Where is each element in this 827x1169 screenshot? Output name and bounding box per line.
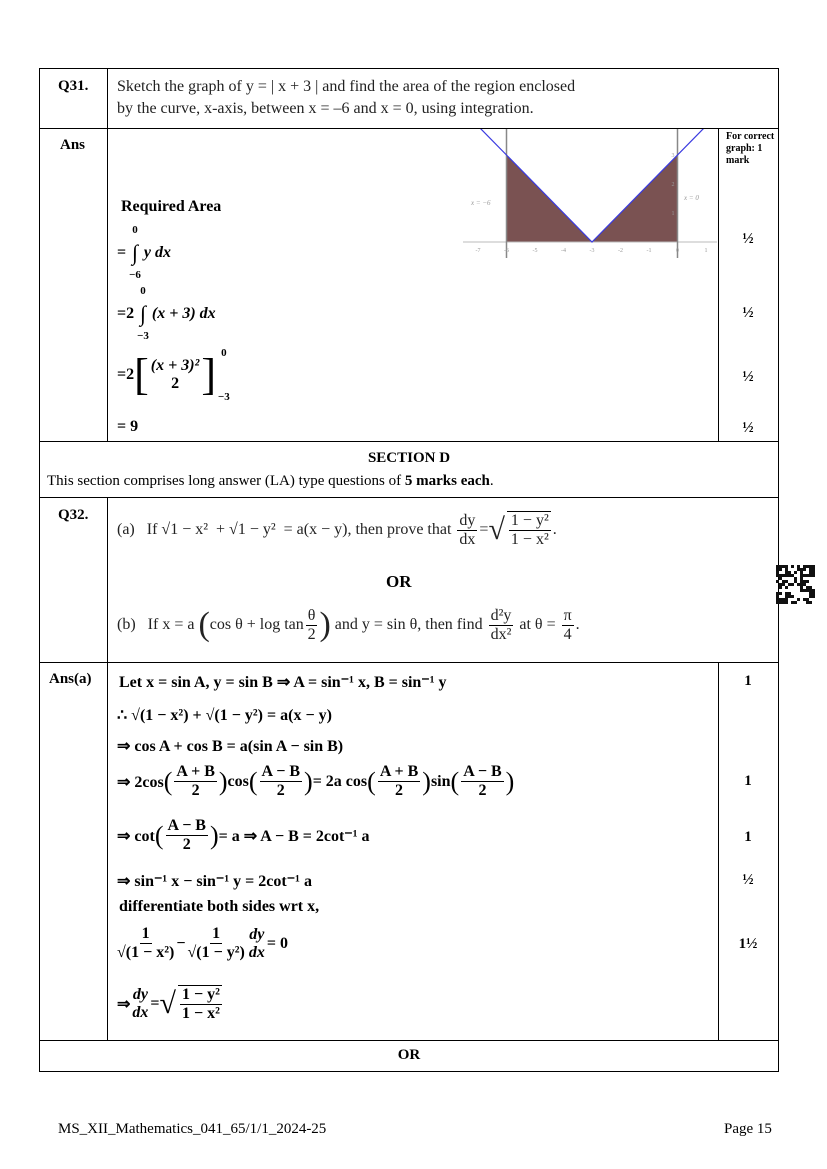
qr-module	[809, 574, 812, 577]
qr-module	[809, 586, 812, 589]
answer-line: ⇒ cot ( $\frac{A - B}{2}$ ) = a ⇒ A − B = 2cot⁻¹ a	[117, 817, 370, 853]
fraction	[489, 607, 514, 644]
x-tick-label: -2	[618, 248, 623, 254]
qr-module	[776, 601, 779, 604]
qr-module	[779, 574, 782, 577]
question-part-a: (a) If √1 − x² + √1 − y² = a(x − y), then prove that $\frac{dy}{dx}$ = √ $\frac{\text{1 − y²}}{\text{1 − x²}}$ .	[117, 511, 557, 548]
qr-code	[776, 565, 816, 605]
qr-module	[782, 601, 785, 604]
step-4: = 9	[117, 418, 139, 435]
marks: ½	[742, 305, 754, 321]
fraction	[306, 607, 318, 644]
col-divider	[107, 68, 108, 441]
qr-module	[812, 595, 815, 598]
qr-module	[803, 583, 806, 586]
step-1	[117, 224, 171, 282]
qr-module	[800, 571, 803, 574]
x-tick-label: -3	[589, 248, 595, 254]
text: cos θ + log tan	[209, 616, 304, 633]
row-divider	[39, 441, 779, 442]
qr-module	[800, 583, 803, 586]
desc: This section comprises long answer (LA) type questions of	[47, 473, 405, 489]
lower: −3	[137, 330, 149, 342]
text: =	[150, 995, 160, 1012]
text: and y = sin θ, then find	[330, 616, 487, 633]
x-tick-label: 1	[704, 248, 708, 254]
qr-module	[785, 592, 788, 595]
fraction	[562, 607, 574, 644]
answer-line: ⇒ 2cos ( $\frac{A + B}{2}$ ) cos ( $\frac{A - B}{2}$ ) = 2a cos ( $\frac{A + B}{2}$ ) sin ( $\frac{A - B}{2}$ )	[117, 763, 515, 799]
text: .	[552, 521, 557, 538]
qr-module	[788, 571, 791, 574]
qr-module	[791, 565, 794, 568]
text: ⇒ 2cos	[117, 773, 164, 791]
answer-line: ⇒ dy dx = √ $\frac{\text{1 − y²}}{\text{1 − x²}}$	[117, 986, 220, 1022]
denominator: 2	[276, 782, 285, 799]
text: cos	[227, 772, 249, 790]
qr-module	[794, 571, 797, 574]
marks: 1	[744, 829, 752, 845]
text: =	[479, 521, 489, 538]
label-x-0: x = 0	[684, 194, 699, 202]
answer-label: Ans	[60, 137, 86, 153]
x-tick-label: -6	[504, 248, 509, 254]
x-tick-label: -4	[561, 248, 566, 254]
qr-module	[812, 568, 815, 571]
integral	[129, 224, 141, 282]
qr-module	[809, 571, 812, 574]
question-text	[117, 76, 717, 120]
marks: ½	[742, 420, 754, 436]
integrand: y dx	[143, 244, 172, 261]
answer-line: ∴ √(1 − x²) + √(1 − y²) = a(x − y)	[117, 707, 332, 724]
denominator: 4	[563, 625, 572, 643]
upper: 0	[221, 347, 227, 359]
qr-module	[803, 574, 806, 577]
integral	[137, 285, 149, 343]
text: −	[176, 934, 186, 952]
shaded-area	[507, 155, 678, 242]
col-divider	[718, 128, 719, 441]
qr-module	[776, 574, 779, 577]
numerator: A − B	[261, 763, 301, 780]
upper: 0	[132, 224, 138, 236]
fraction	[260, 763, 302, 800]
question-line: by the curve, x-axis, between x = –6 and x = 0, using integration.	[117, 100, 534, 117]
answer-line	[115, 925, 288, 962]
fraction	[457, 512, 477, 549]
qr-module	[797, 583, 800, 586]
step-3: =2 [ (x + 3)² 2 ] 0 −3	[117, 347, 230, 403]
qr-module	[794, 601, 797, 604]
fraction	[187, 925, 244, 962]
integral-sign: ∫	[140, 301, 147, 326]
numerator: A − B	[167, 817, 206, 834]
qr-module	[788, 574, 791, 577]
qr-module	[812, 589, 815, 592]
qr-module	[779, 568, 782, 571]
fraction	[378, 763, 420, 800]
x-tick-label: 0	[676, 248, 679, 254]
answer-line: ⇒ sin⁻¹ x − sin⁻¹ y = 2cot⁻¹ a	[117, 873, 312, 890]
fraction	[151, 357, 200, 393]
qr-module	[806, 598, 809, 601]
qr-module	[785, 595, 788, 598]
qr-module	[797, 565, 800, 568]
qr-module	[803, 568, 806, 571]
fraction	[166, 817, 208, 854]
qr-module	[794, 580, 797, 583]
qr-module	[812, 592, 815, 595]
section-description	[47, 473, 494, 490]
qr-module	[800, 574, 803, 577]
numerator: (x + 3)²	[150, 357, 200, 374]
qr-module	[776, 571, 779, 574]
qr-module	[803, 580, 806, 583]
qr-module	[809, 565, 812, 568]
qr-module	[779, 583, 782, 586]
qr-module	[806, 574, 809, 577]
qr-module	[785, 565, 788, 568]
qr-module	[809, 601, 812, 604]
qr-module	[797, 598, 800, 601]
qr-module	[788, 595, 791, 598]
lower: −3	[218, 391, 230, 403]
fraction	[461, 763, 503, 800]
numerator: 1	[212, 925, 221, 942]
qr-module	[785, 598, 788, 601]
denominator: 2	[395, 782, 404, 799]
table-border	[39, 1071, 779, 1072]
marks: 1½	[738, 936, 758, 952]
qr-module	[776, 592, 779, 595]
denominator: √(1 − y²)	[187, 944, 245, 961]
qr-module	[785, 568, 788, 571]
desc: .	[489, 473, 494, 489]
text: ⇒	[117, 996, 131, 1013]
qr-module	[806, 580, 809, 583]
qr-module	[791, 583, 794, 586]
qr-module	[782, 583, 785, 586]
numerator: dy	[132, 986, 148, 1003]
qr-module	[782, 574, 785, 577]
numerator: dy	[459, 511, 476, 529]
qr-module	[806, 589, 809, 592]
qr-module	[776, 598, 779, 601]
qr-module	[806, 601, 809, 604]
integrand: (x + 3) dx	[151, 305, 216, 322]
col-divider	[718, 662, 719, 1040]
lower: −6	[129, 269, 141, 281]
question-number: Q32.	[58, 507, 89, 523]
required-area-label: Required Area	[121, 198, 222, 215]
row-divider	[39, 497, 779, 498]
text: (b) If x = a	[117, 616, 199, 633]
denominator: 2	[191, 782, 200, 799]
denominator: dx²	[490, 625, 512, 643]
question-part-b: (b) If x = a ( cos θ + log tan $\frac{\theta}{2}$ ) and y = sin θ, then find $\frac{\text{d²y}}{\text{dx²}}$ at θ = $\frac{\pi}{4}$ .	[117, 606, 580, 643]
text: at θ =	[515, 616, 560, 633]
x-tick-label: -1	[646, 248, 652, 254]
qr-module	[800, 568, 803, 571]
qr-module	[812, 574, 815, 577]
integral-sign: ∫	[132, 240, 139, 265]
denominator: 2	[478, 782, 487, 799]
numerator: d²y	[490, 606, 512, 624]
denominator: 1 − x²	[182, 1005, 220, 1022]
row-divider	[39, 662, 779, 663]
fraction	[132, 986, 148, 1022]
qr-module	[800, 586, 803, 589]
section-title: SECTION D	[367, 450, 451, 466]
footer-page-number: Page 15	[724, 1121, 772, 1137]
denominator: 2	[307, 625, 316, 643]
marks: ½	[742, 872, 754, 888]
fraction	[507, 511, 551, 549]
text: (a) If √1 − x² + √1 − y² = a(x − y), then prove that	[117, 521, 456, 538]
qr-module	[779, 601, 782, 604]
x-tick-label: -5	[532, 248, 538, 254]
question-number: Q31.	[58, 78, 89, 94]
numerator: 1	[141, 925, 150, 942]
graph-abs-x-plus-3	[463, 129, 717, 258]
text: = a ⇒ A − B = 2cot⁻¹ a	[218, 827, 370, 845]
qr-module	[797, 568, 800, 571]
numerator: A + B	[176, 763, 215, 780]
x-tick-label: -7	[475, 248, 481, 254]
marks: 1	[744, 673, 752, 689]
qr-module	[779, 586, 782, 589]
y-tick-label: 1	[671, 211, 675, 217]
qr-module	[800, 589, 803, 592]
qr-module	[809, 568, 812, 571]
text: sin	[430, 772, 451, 790]
table-border	[39, 68, 40, 1071]
row-divider	[39, 1040, 779, 1041]
numerator: 1 − y²	[182, 986, 220, 1003]
step-2	[117, 285, 216, 343]
text: = 0	[266, 934, 288, 952]
qr-module	[782, 580, 785, 583]
marks: ½	[742, 231, 754, 247]
answer-label: Ans(a)	[49, 671, 92, 687]
numerator: 1 − y²	[510, 512, 549, 529]
qr-module	[779, 598, 782, 601]
desc-bold: 5 marks each	[404, 473, 490, 489]
or-row: OR	[397, 1047, 421, 1063]
qr-module	[809, 595, 812, 598]
upper: 0	[140, 285, 146, 297]
numerator: A − B	[463, 763, 502, 780]
text: .	[575, 616, 580, 633]
fraction	[117, 925, 174, 962]
qr-module	[791, 574, 794, 577]
denominator: 1 − x²	[510, 531, 549, 548]
qr-module	[800, 577, 803, 580]
qr-module	[803, 598, 806, 601]
answer-line: ⇒ cos A + cos B = a(sin A − sin B)	[117, 738, 344, 755]
qr-module	[785, 580, 788, 583]
qr-module	[776, 568, 779, 571]
y-tick-label: 2	[671, 182, 675, 188]
qr-module	[800, 580, 803, 583]
text: ⇒ cot	[117, 827, 155, 845]
qr-module	[788, 592, 791, 595]
numerator: θ	[307, 606, 316, 624]
qr-module	[794, 577, 797, 580]
qr-module	[791, 595, 794, 598]
qr-module	[785, 601, 788, 604]
qr-module	[785, 586, 788, 589]
qr-module	[785, 571, 788, 574]
y-tick-label: 3	[671, 153, 675, 159]
denominator: 2	[171, 375, 180, 392]
qr-module	[779, 565, 782, 568]
qr-module	[779, 592, 782, 595]
marks-graph: For correct graph: 1 mark	[726, 131, 775, 166]
denominator: 2	[182, 836, 191, 853]
qr-module	[791, 601, 794, 604]
qr-module	[776, 565, 779, 568]
denominator: dx	[132, 1004, 149, 1021]
qr-module	[806, 586, 809, 589]
qr-module	[776, 580, 779, 583]
qr-module	[782, 598, 785, 601]
prefix: =2	[117, 305, 135, 322]
limits	[218, 347, 230, 403]
text: = 2a cos	[312, 772, 368, 790]
denominator: √(1 − x²)	[117, 944, 175, 961]
answer-line: differentiate both sides wrt x,	[119, 898, 320, 915]
numerator: dy	[249, 925, 265, 943]
fraction	[249, 926, 265, 962]
marks: 1	[744, 773, 752, 789]
footer-doc-id: MS_XII_Mathematics_041_65/1/1_2024-25	[58, 1121, 327, 1137]
denominator: dx	[248, 943, 265, 961]
table-border	[39, 68, 779, 69]
qr-module	[812, 565, 815, 568]
qr-module	[788, 583, 791, 586]
qr-module	[779, 577, 782, 580]
qr-module	[782, 565, 785, 568]
numerator: π	[563, 606, 572, 624]
qr-module	[776, 595, 779, 598]
denominator: dx	[459, 530, 476, 548]
qr-module	[803, 565, 806, 568]
label-x-minus-6: x = −6	[471, 199, 491, 207]
col-divider	[107, 497, 108, 1040]
qr-module	[809, 589, 812, 592]
qr-module	[809, 592, 812, 595]
prefix: =	[117, 244, 127, 261]
qr-module	[785, 574, 788, 577]
question-line: Sketch the graph of y = | x + 3 | and find the area of the region enclosed	[117, 78, 576, 95]
qr-module	[803, 589, 806, 592]
qr-module	[806, 565, 809, 568]
marks: ½	[742, 369, 754, 385]
answer-line: Let x = sin A, y = sin B ⇒ A = sin⁻¹ x, B = sin⁻¹ y	[119, 674, 447, 691]
fraction	[174, 763, 216, 800]
numerator: A + B	[379, 763, 419, 780]
prefix: =2	[117, 366, 135, 383]
fraction	[178, 985, 222, 1023]
or-label: OR	[386, 572, 412, 591]
qr-module	[812, 571, 815, 574]
